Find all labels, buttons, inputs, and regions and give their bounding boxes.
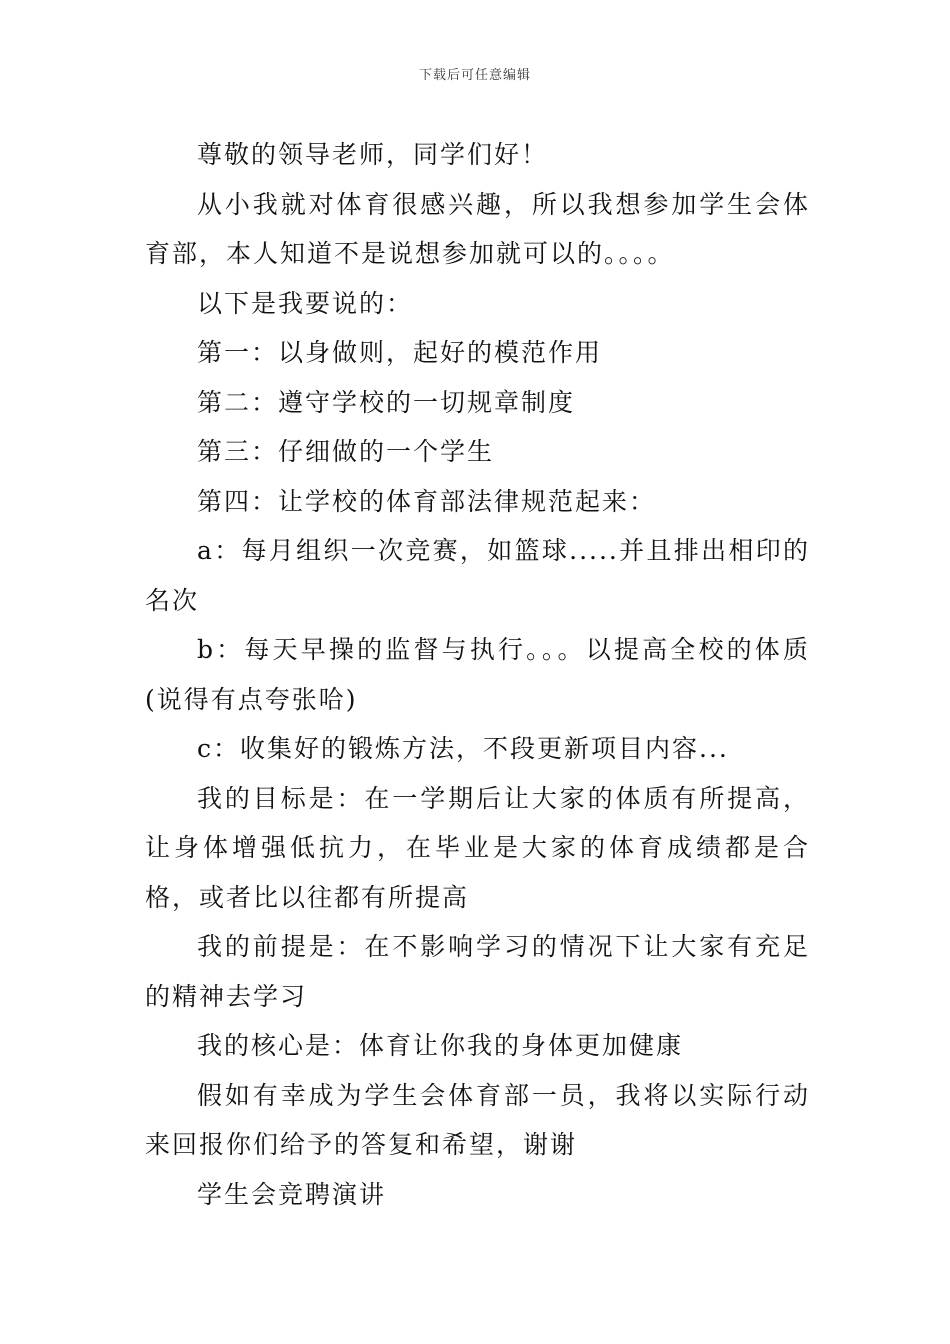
paragraph-closing: 假如有幸成为学生会体育部一员，我将以实际行动来回报你们给予的答复和希望，谢谢 <box>145 1080 810 1159</box>
paragraph-point-3: 第三：仔细做的一个学生 <box>197 437 495 466</box>
header-note: 下载后可任意编辑 <box>418 68 531 83</box>
paragraph-item-b: b：每天早操的监督与执行。。。以提高全校的体质(说得有点夸张哈) <box>145 635 810 714</box>
paragraph-premise: 我的前提是：在不影响学习的情况下让大家有充足的精神去学习 <box>145 932 810 1011</box>
paragraph-point-1: 第一：以身做则，起好的模范作用 <box>197 338 603 367</box>
paragraph-point-2: 第二：遵守学校的一切规章制度 <box>197 387 576 417</box>
paragraph-intro: 从小我就对体育很感兴趣，所以我想参加学生会体育部，本人知道不是说想参加就可以的。。。。 <box>145 189 810 268</box>
paragraph-footer-title: 学生会竞聘演讲 <box>197 1179 387 1209</box>
document-body <box>145 130 810 1219</box>
paragraph-item-a: a：每月组织一次竞赛，如篮球.....并且排出相印的名次 <box>145 536 810 615</box>
paragraph-greeting: 尊敬的领导老师，同学们好！ <box>197 140 549 169</box>
paragraph-lead-in: 以下是我要说的： <box>197 288 414 318</box>
paragraph-core: 我的核心是：体育让你我的身体更加健康 <box>197 1031 684 1060</box>
paragraph-item-c: c：收集好的锻炼方法，不段更新项目内容... <box>197 734 729 763</box>
paragraph-point-4: 第四：让学校的体育部法律规范起来： <box>197 486 657 516</box>
paragraph-goal: 我的目标是：在一学期后让大家的体质有所提高，让身体增强低抗力，在毕业是大家的体育成绩都是合格，或者比以往都有所提高 <box>145 783 810 912</box>
